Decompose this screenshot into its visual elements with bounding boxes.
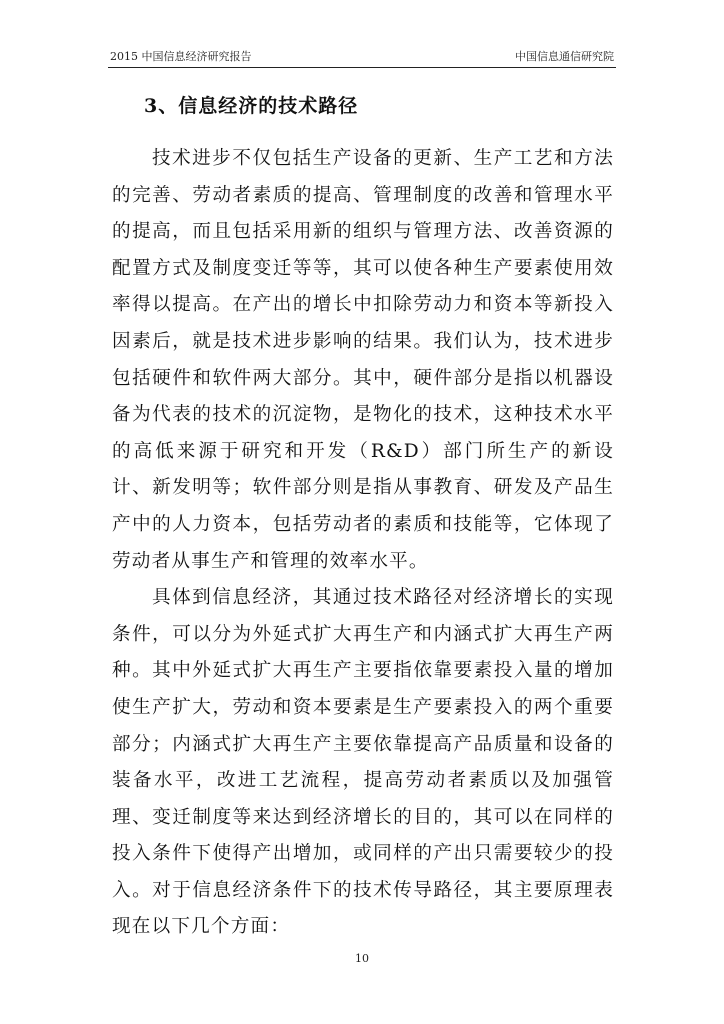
body-text <box>112 141 614 946</box>
section-heading: 3、信息经济的技术路径 <box>144 95 359 117</box>
organization-name: 中国信息通信研究院 <box>515 50 614 63</box>
page-number: 10 <box>355 952 369 965</box>
report-title: 2015 中国信息经济研究报告 <box>110 50 252 63</box>
paragraph: 具体到信息经济，其通过技术路径对经济增长的实现条件，可以分为外延式扩大再生产和内涵式扩大再生产两种。其中外延式扩大再生产主要指依靠要素投入量的增加使生产扩大，劳动和资本要素是生产要素投入的两个重要部分；内涵式扩大再生产主要依靠提高产品质量和设备的装备水平，改进工艺流程，提高劳动者素质以及加强管理、变迁制度等来达到经济增长的目的，其可以在同样的投入条件下使得产出增加，或同样的产出只需要较少的投入。对于信息经济条件下的技术传导路径，其主要原理表现在以下几个方面： <box>112 587 614 938</box>
page-header <box>108 49 616 68</box>
paragraph: 技术进步不仅包括生产设备的更新、生产工艺和方法的完善、劳动者素质的提高、管理制度的改善和管理水平的提高，而且包括采用新的组织与管理方法、改善资源的配置方式及制度变迁等等，其可以使各种生产要素使用效率得以提高。在产出的增长中扣除劳动力和资本等新投入因素后，就是技术进步影响的结果。我们认为，技术进步包括硬件和软件两大部分。其中，硬件部分是指以机器设备为代表的技术的沉淀物，是物化的技术，这种技术水平的高低来源于研究和开发（R&D）部门所生产的新设计、新发明等；软件部分则是指从事教育、研发及产品生产中的人力资本，包括劳动者的素质和技能等，它体现了劳动者从事生产和管理的效率水平。 <box>112 148 614 572</box>
